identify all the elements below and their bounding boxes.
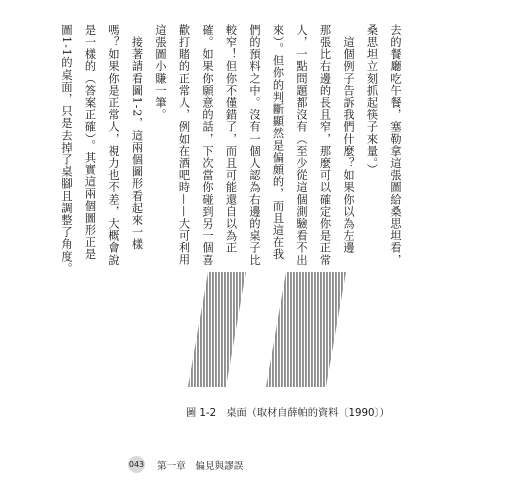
text-column: 歡打賭的正常人，例如在酒吧時——大可利用	[177, 24, 191, 266]
text-column: 去的餐廳吃午餐，塞勒拿這張圖給桑思坦看，	[389, 24, 402, 266]
text-column: 們的預料之中。沒有一個人認為右邊的桌子比	[248, 24, 261, 266]
text-column: 人，一點問題都沒有（至少從這個測驗看不出	[295, 24, 308, 266]
text-column: 這張圖小賺一筆。	[154, 24, 167, 121]
text-column: 這個例子告訴我們什麼？如果你以為左邊	[342, 24, 355, 254]
text-column: 那張比右邊的長且窄，那麼可以確定你是正常	[318, 24, 332, 266]
chapter-title: 第一章 偏見與謬誤	[157, 460, 244, 472]
page-number: 043	[128, 456, 145, 473]
text-column: 較窄！但你不僅錯了，而且可能還自以為正	[224, 24, 238, 254]
figure-caption: 圖 1-2 桌面（取材自薛帕的資料〔1990〕）	[186, 408, 390, 419]
text-column: 嗎？如果你是正常人，視力也不差，大概會說	[107, 24, 120, 266]
text-column: 來）。但你的判斷顯然是偏頗的，而且這在我	[271, 24, 285, 261]
tabletop-figure	[188, 272, 346, 387]
page-footer	[128, 456, 243, 473]
text-column: 是一樣的（答案正確）。其實這兩個圖形正是	[83, 24, 97, 261]
text-column: 桑思坦立刻抓起筷子來量。）	[365, 24, 379, 176]
text-column: 圖1-1的桌面，只是去掉了桌腳且調整了角度。	[60, 24, 73, 275]
left-tabletop-shape	[188, 272, 246, 387]
text-column: 接著請看圖1-2，這兩個圖形看起來一樣	[130, 24, 144, 251]
body-text	[60, 24, 402, 286]
text-column: 確。如果你願意的話，下次當你碰到另一個喜	[201, 24, 214, 266]
right-tabletop-shape	[266, 272, 346, 387]
